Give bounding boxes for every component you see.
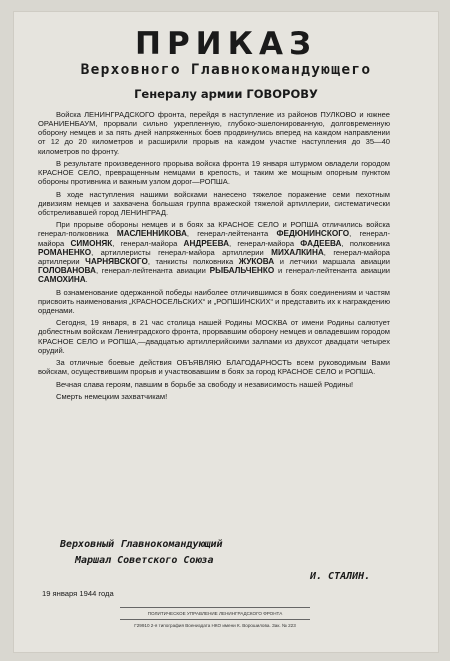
paragraph-text: и летчики маршала авиации bbox=[274, 256, 390, 266]
paragraph-text: и генерал-лейтенанта авиации bbox=[274, 266, 390, 276]
paragraph-text: , полковника bbox=[341, 238, 390, 248]
signature-block bbox=[60, 537, 390, 585]
paragraph-text: Смерть немецким захватчикам! bbox=[56, 391, 168, 401]
footer-divider-2 bbox=[120, 619, 310, 620]
commander-name: РОМАНЕНКО bbox=[38, 247, 92, 257]
commander-name: МАСЛЕННИКОВА bbox=[116, 229, 187, 239]
signature-name: И. СТАЛИН. bbox=[310, 571, 371, 582]
footer-print-info: Г29910 2-я типография Воениздата НКО имени К. Ворошилова. Зак. № 223 bbox=[134, 623, 296, 628]
paragraph-text: , генерал-майора bbox=[38, 229, 390, 248]
body-paragraph bbox=[38, 190, 390, 217]
paragraph-text: , генерал-лейтенанта bbox=[186, 229, 277, 239]
paragraph-text: В результате произведенного прорыва войска фронта 19 января штурмом овладели городом КРАСНОЕ СЕЛО, превращенным немцами в крепость, и таким же мощным опорным пунктом обороны противника и важным узлом дорог—РОПША. bbox=[38, 158, 390, 187]
commander-name: АНДРЕЕВА bbox=[183, 238, 229, 248]
body-paragraph bbox=[38, 318, 390, 355]
paragraph-text: Войска bbox=[56, 110, 85, 119]
commander-name: ЖУКОВА bbox=[238, 256, 275, 266]
commander-name: ГОЛОВАНОВА bbox=[38, 266, 96, 276]
paragraph-text: , артиллеристы генерал-майора артиллерии bbox=[91, 247, 272, 257]
paragraph-text: , генерал-лейтенанта авиации bbox=[95, 266, 210, 276]
commander-name: САМОХИНА bbox=[38, 275, 86, 285]
commander-name: СИМОНЯК bbox=[70, 238, 113, 248]
addressee: Генералу армии ГОВОРОВУ bbox=[134, 87, 318, 101]
paragraph-text: Сегодня, 19 января, в 21 час столица нашей Родины МОСКВА от имени Родины салютует доблестным войскам Ленинградского фронта, прорвавшим оборону немцев и овладевшим городом КРАСНОЕ СЕЛО и РОПША,—двадцатью артиллерийскими залпами из двухсот двадцати четырех орудий. bbox=[38, 318, 390, 355]
body-paragraph bbox=[38, 220, 390, 284]
order-date: 19 января 1944 года bbox=[42, 589, 114, 598]
body-paragraph bbox=[38, 380, 390, 389]
paragraph-text: В ходе наступления нашими войсками нанесено тяжелое поражение семи пехотным дивизиям немцев и захвачена большая группа вражеской тяжелой артиллерии, систематически обстреливавшей город ЛЕНИНГРАД. bbox=[38, 189, 390, 217]
body-paragraph bbox=[38, 159, 390, 186]
paragraph-text: ЛЕНИНГРАДСКОГО bbox=[84, 110, 155, 119]
commander-name: РЫБАЛЬЧЕНКО bbox=[209, 266, 275, 276]
paragraph-text: , генерал-майора артиллерии bbox=[38, 247, 390, 266]
order-body bbox=[38, 110, 390, 404]
body-paragraph bbox=[38, 392, 390, 401]
footer-publisher: ПОЛИТИЧЕСКОЕ УПРАВЛЕНИЕ ЛЕНИНГРАДСКОГО ФРОНТА bbox=[147, 611, 283, 616]
printer-footer bbox=[80, 606, 350, 630]
page-title: ПРИКАЗ bbox=[135, 26, 317, 62]
signature-title: Верховный Главнокомандующий bbox=[60, 539, 223, 550]
body-paragraph bbox=[38, 288, 390, 315]
body-paragraph bbox=[38, 358, 390, 376]
commander-name: ФАДЕЕВА bbox=[300, 238, 342, 248]
commander-name: ФЕДЮНИНСКОГО bbox=[276, 229, 350, 239]
commander-name: МИХАЛКИНА bbox=[271, 247, 324, 257]
page-subtitle: Верховного Главнокомандующего bbox=[80, 62, 372, 78]
signature-rank: Маршал Советского Союза bbox=[75, 555, 214, 566]
paragraph-text: фронта, перейдя в наступление из районов ПУЛКОВО и южнее ОРАНИЕНБАУМ, прорвали сильно укрепленную, глубоко-эшелонированную, долговременную оборону немцев и за пять дней напряженных боев продвинулись вперед на каждом направлении от 12 до 20 километров и расширили прорыв на каждом участке наступления до 35—40 километров по фронту. bbox=[38, 110, 391, 156]
paragraph-text: . bbox=[85, 275, 88, 285]
paragraph-text: В ознаменование одержанной победы наиболее отличившимся в боях соединениям и частям присвоить наименования „КРАСНОСЕЛЬСКИХ“ и „РОПШИНСКИХ“ и представить их к награждению орденами. bbox=[38, 287, 390, 315]
body-paragraph bbox=[38, 110, 390, 156]
paragraph-text: , генерал-майора bbox=[229, 238, 301, 248]
paragraph-text: При прорыве обороны немцев и в боях за КРАСНОЕ СЕЛО и РОПША отличились войска генерал-полковника bbox=[38, 220, 390, 239]
paragraph-text: Вечная слава героям, павшим в борьбе за свободу и независимость нашей Родины! bbox=[56, 379, 354, 389]
paragraph-text: , танкисты полковника bbox=[147, 256, 239, 266]
paragraph-text: За отличные боевые действия ОБЪЯВЛЯЮ БЛАГОДАРНОСТЬ всем руководимым Вами войскам, осуществившим прорыв и участвовавшим в боях за город КРАСНОЕ СЕЛО и РОПША. bbox=[38, 358, 390, 377]
paragraph-text: , генерал-майора bbox=[112, 238, 184, 248]
footer-divider bbox=[120, 607, 310, 608]
commander-name: ЧАРНЯВСКОГО bbox=[85, 256, 148, 266]
